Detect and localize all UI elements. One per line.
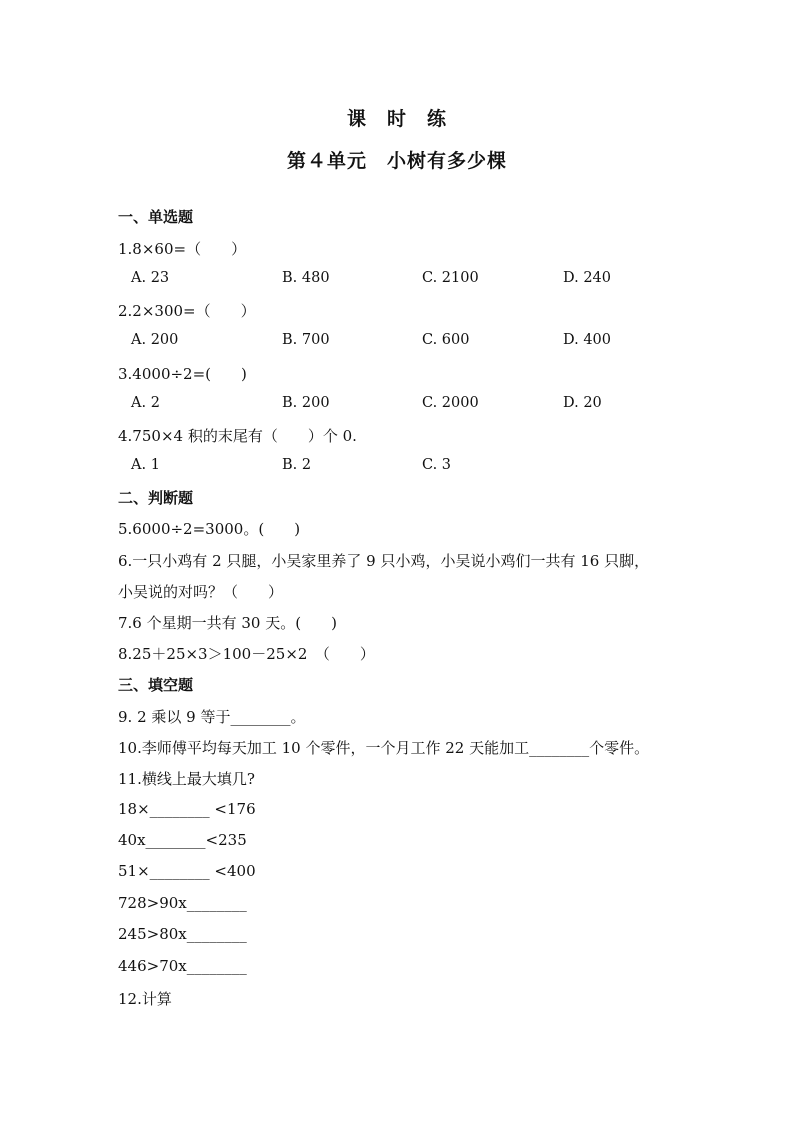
question-6-line-1: 6.一只小鸡有 2 只腿，小吴家里养了 9 只小鸡，小吴说小鸡们一共有 16 只脚，	[118, 552, 650, 570]
q2-option-a: A. 200	[131, 332, 179, 348]
section-heading-single-choice: 一、单选题	[118, 208, 194, 226]
q2-option-c: C. 600	[422, 332, 470, 348]
q1-option-d: D. 240	[563, 270, 612, 286]
q2-option-b: B. 700	[282, 332, 330, 348]
q4-option-a: A. 1	[131, 457, 160, 473]
question-5: 5.6000÷2=3000。( )	[118, 520, 301, 538]
q11-item-6: 446>70x________	[118, 957, 247, 975]
q4-option-c: C. 3	[422, 457, 452, 473]
q11-item-2: 40x________<235	[118, 831, 247, 849]
section-heading-judgement: 二、判断题	[118, 489, 194, 507]
q11-item-4: 728>90x________	[118, 894, 247, 912]
q11-item-3: 51×________ <400	[118, 862, 256, 880]
q1-option-c: C. 2100	[422, 270, 479, 286]
question-7: 7.6 个星期一共有 30 天。( )	[118, 614, 337, 632]
page-subtitle: 第４单元 小树有多少棵	[286, 150, 507, 172]
question-12: 12.计算	[118, 990, 172, 1008]
q1-option-b: B. 480	[282, 270, 330, 286]
q3-option-d: D. 20	[563, 395, 602, 411]
q3-option-b: B. 200	[282, 395, 330, 411]
section-heading-fill-blank: 三、填空题	[118, 676, 194, 694]
page-title: 课 时 练	[346, 108, 447, 130]
question-4: 4.750×4 积的末尾有（ ）个 0.	[118, 427, 357, 445]
question-11: 11.横线上最大填几?	[118, 770, 255, 788]
question-1: 1.8×60=（ ）	[118, 240, 247, 258]
question-6-line-2: 小吴说的对吗？（ ）	[118, 583, 284, 601]
q11-item-1: 18×________ <176	[118, 800, 256, 818]
q11-item-5: 245>80x________	[118, 925, 247, 943]
q1-option-a: A. 23	[131, 270, 170, 286]
q2-option-d: D. 400	[563, 332, 612, 348]
q3-option-c: C. 2000	[422, 395, 479, 411]
question-9: 9. 2 乘以 9 等于________。	[118, 708, 306, 726]
question-3: 3.4000÷2=( )	[118, 365, 247, 383]
q4-option-b: B. 2	[282, 457, 312, 473]
q3-option-a: A. 2	[131, 395, 160, 411]
question-8: 8.25＋25×3＞100－25×2 （ ）	[118, 645, 375, 663]
question-2: 2.2×300=（ ）	[118, 302, 256, 320]
question-10: 10.李师傅平均每天加工 10 个零件，一个月工作 22 天能加工________个零件。	[118, 739, 650, 757]
